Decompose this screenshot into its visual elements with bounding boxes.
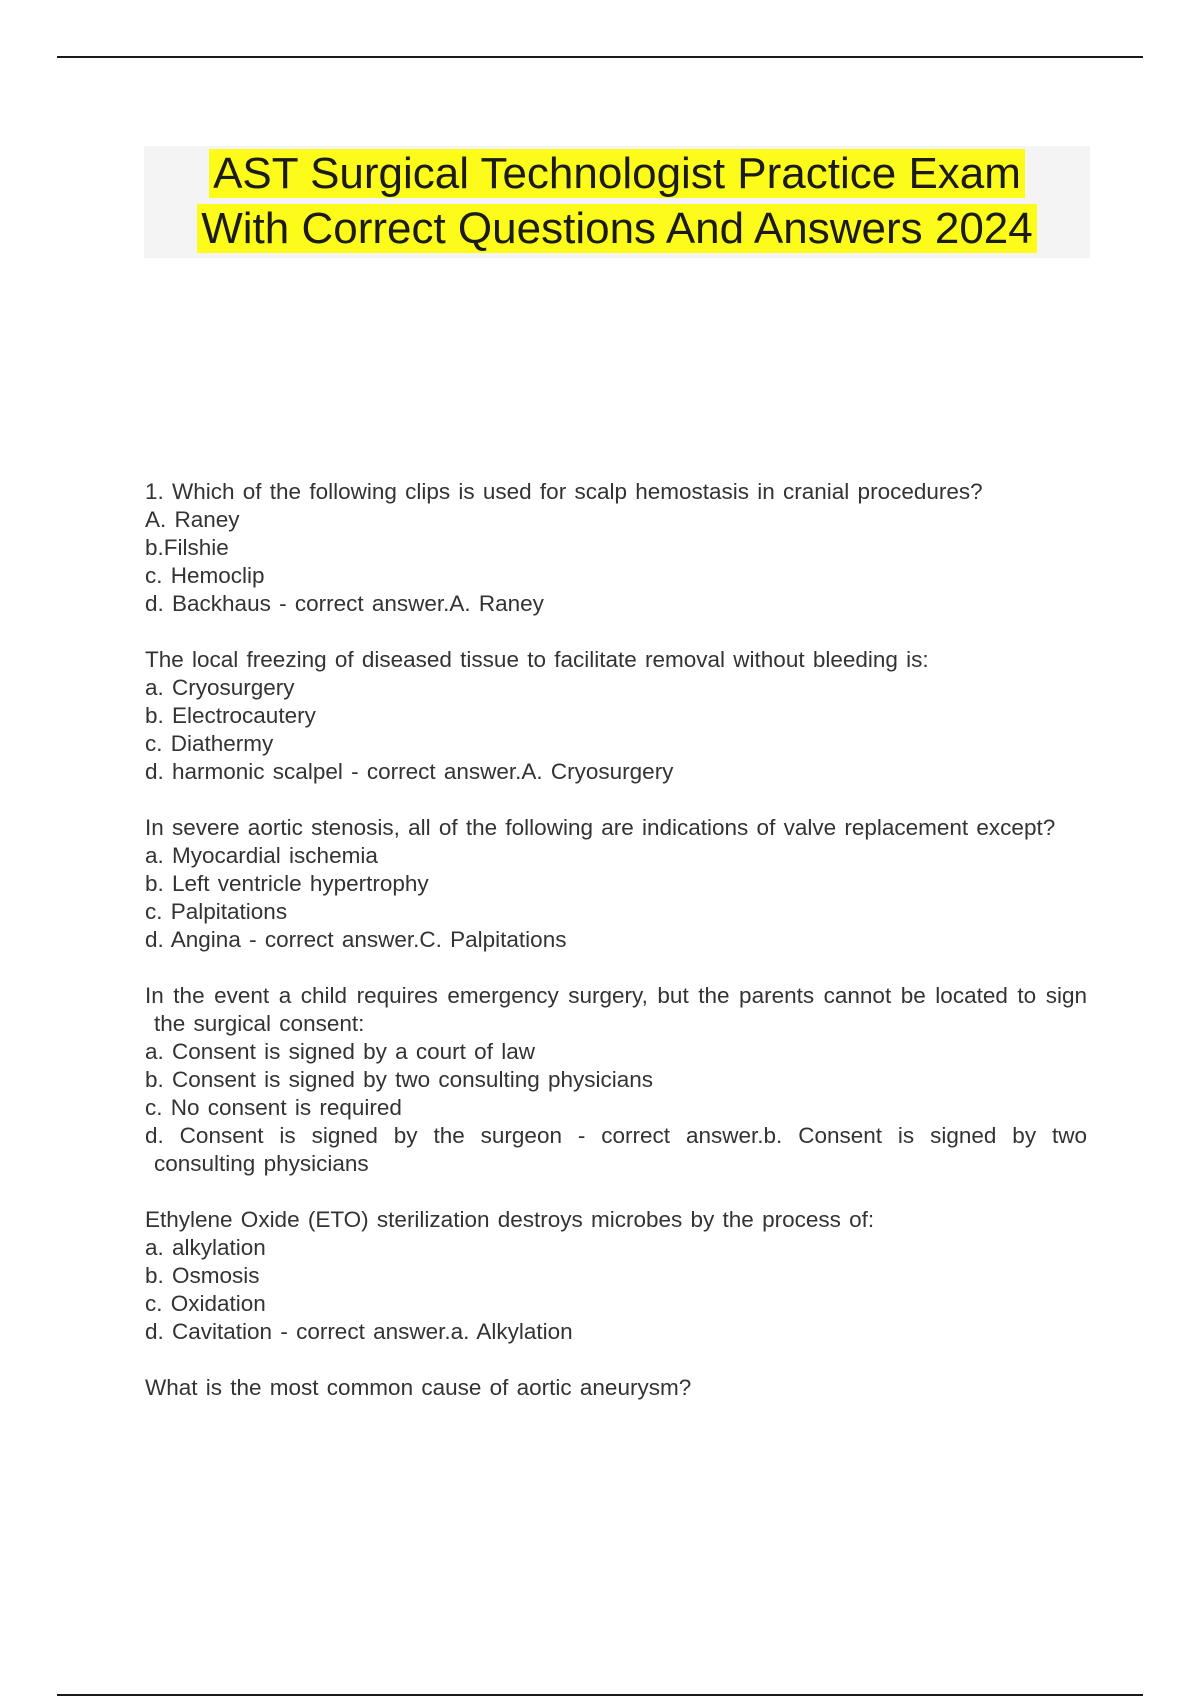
question-block [145,1374,1087,1402]
question-block [145,478,1087,618]
document-title [144,146,1090,256]
answer-option: c. Palpitations [145,899,288,924]
footer-rule [57,1694,1143,1696]
question-text: In severe aortic stenosis, all of the following are indications of valve replacement except? [145,815,1056,840]
question-block [145,814,1087,954]
answer-option: c. Oxidation [145,1291,266,1316]
answer-option: A. Raney [145,507,240,532]
answer-option: b. Left ventricle hypertrophy [145,871,429,896]
title-line-1: AST Surgical Technologist Practice Exam [209,149,1025,198]
question-list [145,478,1087,1430]
answer-option: c. No consent is required [145,1095,402,1120]
answer-option: a. alkylation [145,1235,266,1260]
question-text: 1. Which of the following clips is used for scalp hemostasis in cranial procedures? [145,479,983,504]
question-text: In the event a child requires emergency surgery, but the parents cannot be located to sign the surgical consent: [145,983,1087,1036]
answer-option: b. Osmosis [145,1263,260,1288]
question-block [145,1206,1087,1346]
answer-option: b. Consent is signed by two consulting physicians [145,1067,654,1092]
question-block [145,982,1087,1178]
answer-option: d. Angina - correct answer.C. Palpitations [145,927,567,952]
answer-option: a. Cryosurgery [145,675,295,700]
answer-option: d. Backhaus - correct answer.A. Raney [145,591,544,616]
question-text: What is the most common cause of aortic aneurysm? [145,1375,692,1400]
question-text: The local freezing of diseased tissue to facilitate removal without bleeding is: [145,647,929,672]
answer-option: d. Cavitation - correct answer.a. Alkylation [145,1319,573,1344]
answer-option: a. Consent is signed by a court of law [145,1039,535,1064]
title-line-2: With Correct Questions And Answers 2024 [197,204,1037,253]
answer-option: c. Diathermy [145,731,274,756]
answer-option: c. Hemoclip [145,563,265,588]
question-text: Ethylene Oxide (ETO) sterilization destroys microbes by the process of: [145,1207,875,1232]
answer-option: d. Consent is signed by the surgeon - correct answer.b. Consent is signed by two consulting physicians [145,1123,1087,1176]
answer-option: b.Filshie [145,535,229,560]
title-block [144,146,1090,258]
answer-option: a. Myocardial ischemia [145,843,378,868]
header-rule [57,56,1143,58]
answer-option: d. harmonic scalpel - correct answer.A. Cryosurgery [145,759,674,784]
question-block [145,646,1087,786]
answer-option: b. Electrocautery [145,703,316,728]
